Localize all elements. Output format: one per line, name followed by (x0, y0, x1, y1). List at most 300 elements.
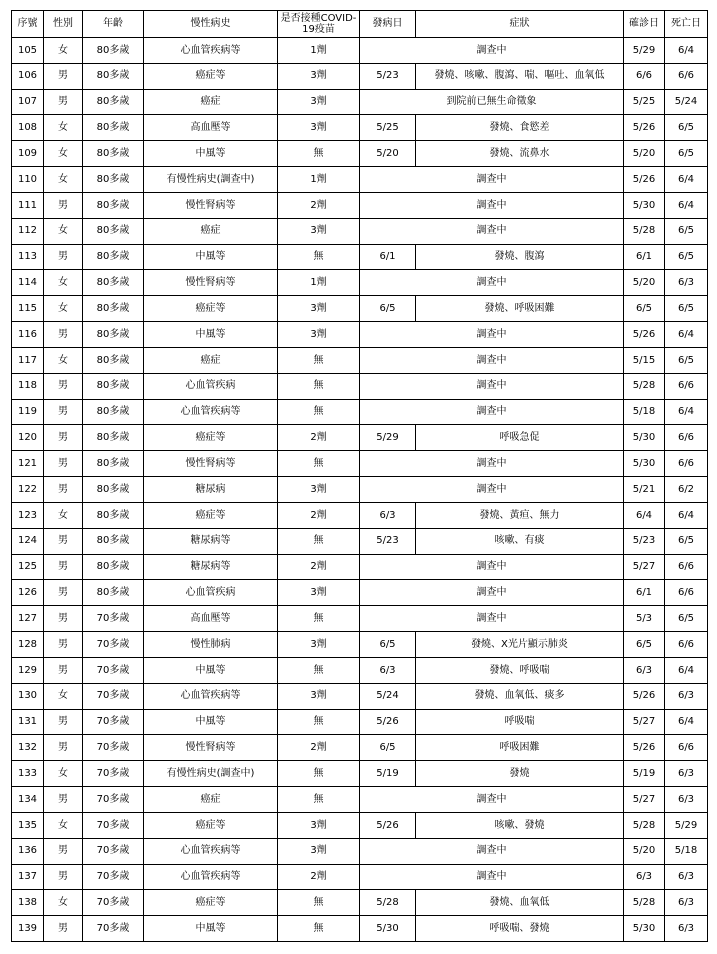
symptoms-cell: 調查中 (360, 192, 624, 218)
symptoms-cell: 發燒、腹瀉 (416, 244, 624, 270)
death-date-cell: 6/5 (665, 347, 708, 373)
death-date-cell: 6/3 (665, 683, 708, 709)
table-row (12, 812, 708, 838)
table-row (12, 218, 708, 244)
vaccination-cell: 無 (278, 606, 360, 632)
case-number-cell: 106 (12, 63, 44, 89)
case-number-cell: 136 (12, 838, 44, 864)
case-number-cell: 126 (12, 580, 44, 606)
age-cell: 70多歲 (83, 657, 144, 683)
death-date-cell: 6/4 (665, 502, 708, 528)
vaccination-cell: 無 (278, 528, 360, 554)
confirmed-date-cell: 5/25 (624, 89, 665, 115)
death-date-cell: 6/3 (665, 761, 708, 787)
table-row (12, 632, 708, 658)
age-cell: 70多歲 (83, 709, 144, 735)
chronic-history-cell: 心血管疾病 (144, 373, 278, 399)
header-confirmed-date: 確診日 (624, 11, 665, 38)
table-row (12, 347, 708, 373)
table-row (12, 709, 708, 735)
death-date-cell: 6/6 (665, 554, 708, 580)
table-row (12, 864, 708, 890)
confirmed-date-cell: 6/1 (624, 580, 665, 606)
header-symptoms: 症狀 (416, 11, 624, 38)
age-cell: 80多歲 (83, 115, 144, 141)
chronic-history-cell: 高血壓等 (144, 606, 278, 632)
symptoms-cell: 調查中 (360, 477, 624, 503)
table-row (12, 244, 708, 270)
vaccination-cell: 無 (278, 451, 360, 477)
case-number-cell: 112 (12, 218, 44, 244)
vaccination-cell: 2劑 (278, 864, 360, 890)
age-cell: 80多歲 (83, 167, 144, 193)
symptoms-cell: 發燒、流鼻水 (416, 141, 624, 167)
death-date-cell: 6/4 (665, 167, 708, 193)
vaccination-cell: 無 (278, 373, 360, 399)
header-sex: 性別 (44, 11, 83, 38)
table-row (12, 270, 708, 296)
table-row (12, 735, 708, 761)
chronic-history-cell: 癌症 (144, 218, 278, 244)
table-row (12, 425, 708, 451)
vaccination-cell: 2劑 (278, 502, 360, 528)
vaccination-cell: 3劑 (278, 632, 360, 658)
age-cell: 80多歲 (83, 451, 144, 477)
chronic-history-cell: 心血管疾病等 (144, 838, 278, 864)
sex-cell: 男 (44, 606, 83, 632)
symptoms-cell: 調查中 (360, 38, 624, 64)
confirmed-date-cell: 5/27 (624, 709, 665, 735)
age-cell: 70多歲 (83, 838, 144, 864)
vaccination-cell: 3劑 (278, 580, 360, 606)
sex-cell: 男 (44, 322, 83, 348)
age-cell: 80多歲 (83, 554, 144, 580)
symptoms-cell: 發燒、血氧低、痰多 (416, 683, 624, 709)
vaccination-cell: 3劑 (278, 812, 360, 838)
death-date-cell: 6/6 (665, 632, 708, 658)
sex-cell: 男 (44, 528, 83, 554)
death-date-cell: 6/6 (665, 63, 708, 89)
table-row (12, 683, 708, 709)
age-cell: 80多歲 (83, 38, 144, 64)
symptoms-cell: 調查中 (360, 218, 624, 244)
age-cell: 80多歲 (83, 502, 144, 528)
age-cell: 80多歲 (83, 477, 144, 503)
death-date-cell: 6/6 (665, 425, 708, 451)
death-date-cell: 5/18 (665, 838, 708, 864)
table-row (12, 554, 708, 580)
chronic-history-cell: 中風等 (144, 916, 278, 942)
death-date-cell: 5/24 (665, 89, 708, 115)
age-cell: 70多歲 (83, 683, 144, 709)
age-cell: 80多歲 (83, 244, 144, 270)
sex-cell: 女 (44, 296, 83, 322)
confirmed-date-cell: 5/28 (624, 890, 665, 916)
onset-date-cell: 6/5 (360, 296, 416, 322)
age-cell: 70多歲 (83, 787, 144, 813)
case-number-cell: 114 (12, 270, 44, 296)
chronic-history-cell: 癌症等 (144, 425, 278, 451)
vaccination-cell: 無 (278, 347, 360, 373)
symptoms-cell: 發燒、X光片顯示肺炎 (416, 632, 624, 658)
chronic-history-cell: 心血管疾病等 (144, 399, 278, 425)
vaccination-cell: 2劑 (278, 554, 360, 580)
table-row (12, 580, 708, 606)
confirmed-date-cell: 5/30 (624, 192, 665, 218)
case-number-cell: 130 (12, 683, 44, 709)
age-cell: 80多歲 (83, 270, 144, 296)
chronic-history-cell: 有慢性病史(調查中) (144, 167, 278, 193)
vaccination-cell: 3劑 (278, 115, 360, 141)
table-row (12, 528, 708, 554)
symptoms-cell: 調查中 (360, 322, 624, 348)
vaccination-cell: 2劑 (278, 192, 360, 218)
case-number-cell: 110 (12, 167, 44, 193)
table-row (12, 373, 708, 399)
case-number-cell: 105 (12, 38, 44, 64)
sex-cell: 女 (44, 890, 83, 916)
chronic-history-cell: 心血管疾病等 (144, 38, 278, 64)
death-date-cell: 6/4 (665, 709, 708, 735)
age-cell: 80多歲 (83, 373, 144, 399)
confirmed-date-cell: 6/4 (624, 502, 665, 528)
confirmed-date-cell: 5/27 (624, 554, 665, 580)
symptoms-cell: 發燒、咳嗽、腹瀉、喘、嘔吐、血氧低 (416, 63, 624, 89)
symptoms-cell: 調查中 (360, 580, 624, 606)
vaccination-cell: 無 (278, 916, 360, 942)
case-number-cell: 108 (12, 115, 44, 141)
chronic-history-cell: 癌症等 (144, 296, 278, 322)
confirmed-date-cell: 6/6 (624, 63, 665, 89)
chronic-history-cell: 癌症等 (144, 502, 278, 528)
age-cell: 80多歲 (83, 192, 144, 218)
table-row (12, 606, 708, 632)
chronic-history-cell: 心血管疾病 (144, 580, 278, 606)
confirmed-date-cell: 5/28 (624, 373, 665, 399)
vaccination-cell: 無 (278, 141, 360, 167)
sex-cell: 男 (44, 709, 83, 735)
case-number-cell: 121 (12, 451, 44, 477)
symptoms-cell: 發燒 (416, 761, 624, 787)
table-row (12, 296, 708, 322)
death-date-cell: 5/29 (665, 812, 708, 838)
chronic-history-cell: 中風等 (144, 657, 278, 683)
case-number-cell: 139 (12, 916, 44, 942)
confirmed-date-cell: 5/20 (624, 141, 665, 167)
chronic-history-cell: 慢性腎病等 (144, 451, 278, 477)
table-row (12, 192, 708, 218)
chronic-history-cell: 癌症 (144, 89, 278, 115)
confirmed-date-cell: 5/3 (624, 606, 665, 632)
age-cell: 80多歲 (83, 399, 144, 425)
chronic-history-cell: 心血管疾病等 (144, 864, 278, 890)
table-row (12, 38, 708, 64)
death-date-cell: 6/3 (665, 270, 708, 296)
death-date-cell: 6/6 (665, 580, 708, 606)
symptoms-cell: 發燒、食慾差 (416, 115, 624, 141)
confirmed-date-cell: 5/26 (624, 683, 665, 709)
death-date-cell: 6/5 (665, 141, 708, 167)
symptoms-cell: 發燒、血氧低 (416, 890, 624, 916)
onset-date-cell: 5/29 (360, 425, 416, 451)
confirmed-date-cell: 6/1 (624, 244, 665, 270)
onset-date-cell: 6/5 (360, 632, 416, 658)
chronic-history-cell: 中風等 (144, 709, 278, 735)
sex-cell: 男 (44, 373, 83, 399)
confirmed-date-cell: 5/26 (624, 735, 665, 761)
case-number-cell: 132 (12, 735, 44, 761)
age-cell: 80多歲 (83, 218, 144, 244)
age-cell: 80多歲 (83, 63, 144, 89)
sex-cell: 男 (44, 864, 83, 890)
header-vaccination: 是否接種COVID-19疫苗 (278, 11, 360, 38)
confirmed-date-cell: 5/30 (624, 425, 665, 451)
sex-cell: 女 (44, 141, 83, 167)
symptoms-cell: 調查中 (360, 787, 624, 813)
chronic-history-cell: 中風等 (144, 141, 278, 167)
symptoms-cell: 調查中 (360, 373, 624, 399)
symptoms-cell: 調查中 (360, 167, 624, 193)
chronic-history-cell: 慢性腎病等 (144, 270, 278, 296)
chronic-history-cell: 高血壓等 (144, 115, 278, 141)
table-row (12, 761, 708, 787)
case-number-cell: 117 (12, 347, 44, 373)
age-cell: 70多歲 (83, 735, 144, 761)
onset-date-cell: 5/26 (360, 812, 416, 838)
vaccination-cell: 3劑 (278, 322, 360, 348)
case-number-cell: 115 (12, 296, 44, 322)
confirmed-date-cell: 5/26 (624, 167, 665, 193)
case-number-cell: 118 (12, 373, 44, 399)
symptoms-cell: 調查中 (360, 451, 624, 477)
onset-date-cell: 5/30 (360, 916, 416, 942)
death-date-cell: 6/5 (665, 528, 708, 554)
vaccination-cell: 1劑 (278, 270, 360, 296)
onset-date-cell: 5/19 (360, 761, 416, 787)
death-date-cell: 6/5 (665, 606, 708, 632)
chronic-history-cell: 慢性腎病等 (144, 735, 278, 761)
onset-date-cell: 5/20 (360, 141, 416, 167)
onset-date-cell: 5/26 (360, 709, 416, 735)
chronic-history-cell: 癌症等 (144, 812, 278, 838)
vaccination-cell: 無 (278, 244, 360, 270)
sex-cell: 女 (44, 218, 83, 244)
confirmed-date-cell: 5/18 (624, 399, 665, 425)
death-date-cell: 6/4 (665, 38, 708, 64)
sex-cell: 男 (44, 425, 83, 451)
death-date-cell: 6/5 (665, 244, 708, 270)
vaccination-cell: 無 (278, 399, 360, 425)
sex-cell: 男 (44, 735, 83, 761)
sex-cell: 男 (44, 580, 83, 606)
sex-cell: 男 (44, 657, 83, 683)
onset-date-cell: 6/1 (360, 244, 416, 270)
chronic-history-cell: 糖尿病 (144, 477, 278, 503)
chronic-history-cell: 中風等 (144, 322, 278, 348)
chronic-history-cell: 中風等 (144, 244, 278, 270)
age-cell: 80多歲 (83, 89, 144, 115)
age-cell: 70多歲 (83, 864, 144, 890)
case-table (11, 10, 708, 942)
onset-date-cell: 6/3 (360, 657, 416, 683)
case-number-cell: 116 (12, 322, 44, 348)
age-cell: 70多歲 (83, 761, 144, 787)
age-cell: 70多歲 (83, 812, 144, 838)
confirmed-date-cell: 6/5 (624, 632, 665, 658)
death-date-cell: 6/2 (665, 477, 708, 503)
symptoms-cell: 呼吸急促 (416, 425, 624, 451)
case-number-cell: 120 (12, 425, 44, 451)
vaccination-cell: 3劑 (278, 683, 360, 709)
table-row (12, 477, 708, 503)
sex-cell: 男 (44, 89, 83, 115)
death-date-cell: 6/3 (665, 864, 708, 890)
sex-cell: 女 (44, 761, 83, 787)
onset-date-cell: 5/23 (360, 63, 416, 89)
chronic-history-cell: 慢性肺病 (144, 632, 278, 658)
vaccination-cell: 無 (278, 890, 360, 916)
sex-cell: 男 (44, 838, 83, 864)
death-date-cell: 6/4 (665, 657, 708, 683)
table-row (12, 890, 708, 916)
chronic-history-cell: 心血管疾病等 (144, 683, 278, 709)
sex-cell: 女 (44, 115, 83, 141)
sex-cell: 女 (44, 502, 83, 528)
case-number-cell: 122 (12, 477, 44, 503)
death-date-cell: 6/6 (665, 735, 708, 761)
case-number-cell: 135 (12, 812, 44, 838)
sex-cell: 男 (44, 632, 83, 658)
vaccination-cell: 3劑 (278, 63, 360, 89)
case-number-cell: 133 (12, 761, 44, 787)
symptoms-cell: 調查中 (360, 864, 624, 890)
sex-cell: 男 (44, 63, 83, 89)
vaccination-cell: 3劑 (278, 218, 360, 244)
onset-date-cell: 5/23 (360, 528, 416, 554)
case-number-cell: 127 (12, 606, 44, 632)
case-number-cell: 128 (12, 632, 44, 658)
symptoms-cell: 呼吸喘 (416, 709, 624, 735)
confirmed-date-cell: 5/26 (624, 115, 665, 141)
death-date-cell: 6/4 (665, 192, 708, 218)
confirmed-date-cell: 5/20 (624, 270, 665, 296)
sex-cell: 女 (44, 270, 83, 296)
symptoms-cell: 發燒、呼吸困難 (416, 296, 624, 322)
onset-date-cell: 5/28 (360, 890, 416, 916)
confirmed-date-cell: 6/3 (624, 657, 665, 683)
chronic-history-cell: 癌症等 (144, 63, 278, 89)
sex-cell: 男 (44, 192, 83, 218)
chronic-history-cell: 癌症 (144, 787, 278, 813)
table-row (12, 399, 708, 425)
case-number-cell: 125 (12, 554, 44, 580)
confirmed-date-cell: 5/30 (624, 451, 665, 477)
confirmed-date-cell: 5/20 (624, 838, 665, 864)
confirmed-date-cell: 6/5 (624, 296, 665, 322)
sex-cell: 男 (44, 451, 83, 477)
vaccination-cell: 無 (278, 657, 360, 683)
vaccination-cell: 無 (278, 709, 360, 735)
sex-cell: 男 (44, 787, 83, 813)
vaccination-cell: 2劑 (278, 735, 360, 761)
table-row (12, 502, 708, 528)
sex-cell: 男 (44, 244, 83, 270)
symptoms-cell: 咳嗽、有痰 (416, 528, 624, 554)
age-cell: 70多歲 (83, 632, 144, 658)
chronic-history-cell: 慢性腎病等 (144, 192, 278, 218)
onset-date-cell: 6/3 (360, 502, 416, 528)
case-number-cell: 113 (12, 244, 44, 270)
vaccination-cell: 無 (278, 787, 360, 813)
symptoms-cell: 調查中 (360, 399, 624, 425)
age-cell: 80多歲 (83, 528, 144, 554)
case-number-cell: 119 (12, 399, 44, 425)
table-row (12, 657, 708, 683)
age-cell: 80多歲 (83, 347, 144, 373)
symptoms-cell: 調查中 (360, 347, 624, 373)
symptoms-cell: 呼吸喘、發燒 (416, 916, 624, 942)
chronic-history-cell: 有慢性病史(調查中) (144, 761, 278, 787)
symptoms-cell: 到院前已無生命徵象 (360, 89, 624, 115)
table-row (12, 89, 708, 115)
vaccination-cell: 3劑 (278, 477, 360, 503)
sex-cell: 女 (44, 38, 83, 64)
table-row (12, 167, 708, 193)
onset-date-cell: 5/24 (360, 683, 416, 709)
age-cell: 70多歲 (83, 916, 144, 942)
symptoms-cell: 咳嗽、發燒 (416, 812, 624, 838)
symptoms-cell: 調查中 (360, 606, 624, 632)
header-case-number: 序號 (12, 11, 44, 38)
confirmed-date-cell: 5/15 (624, 347, 665, 373)
confirmed-date-cell: 5/28 (624, 218, 665, 244)
confirmed-date-cell: 5/21 (624, 477, 665, 503)
confirmed-date-cell: 5/23 (624, 528, 665, 554)
age-cell: 70多歲 (83, 606, 144, 632)
chronic-history-cell: 糖尿病等 (144, 528, 278, 554)
onset-date-cell: 6/5 (360, 735, 416, 761)
sex-cell: 男 (44, 477, 83, 503)
death-date-cell: 6/5 (665, 218, 708, 244)
sex-cell: 女 (44, 347, 83, 373)
chronic-history-cell: 癌症等 (144, 890, 278, 916)
table-row (12, 916, 708, 942)
symptoms-cell: 發燒、呼吸喘 (416, 657, 624, 683)
table-row (12, 787, 708, 813)
case-number-cell: 124 (12, 528, 44, 554)
table-row (12, 115, 708, 141)
vaccination-cell: 1劑 (278, 167, 360, 193)
confirmed-date-cell: 5/27 (624, 787, 665, 813)
case-number-cell: 134 (12, 787, 44, 813)
symptoms-cell: 呼吸困難 (416, 735, 624, 761)
vaccination-cell: 3劑 (278, 838, 360, 864)
sex-cell: 男 (44, 916, 83, 942)
chronic-history-cell: 糖尿病等 (144, 554, 278, 580)
symptoms-cell: 調查中 (360, 270, 624, 296)
death-date-cell: 6/3 (665, 787, 708, 813)
case-number-cell: 138 (12, 890, 44, 916)
table-row (12, 451, 708, 477)
vaccination-cell: 3劑 (278, 89, 360, 115)
vaccination-cell: 1劑 (278, 38, 360, 64)
age-cell: 80多歲 (83, 296, 144, 322)
symptoms-cell: 調查中 (360, 554, 624, 580)
chronic-history-cell: 癌症 (144, 347, 278, 373)
death-date-cell: 6/5 (665, 296, 708, 322)
death-date-cell: 6/5 (665, 115, 708, 141)
age-cell: 80多歲 (83, 580, 144, 606)
